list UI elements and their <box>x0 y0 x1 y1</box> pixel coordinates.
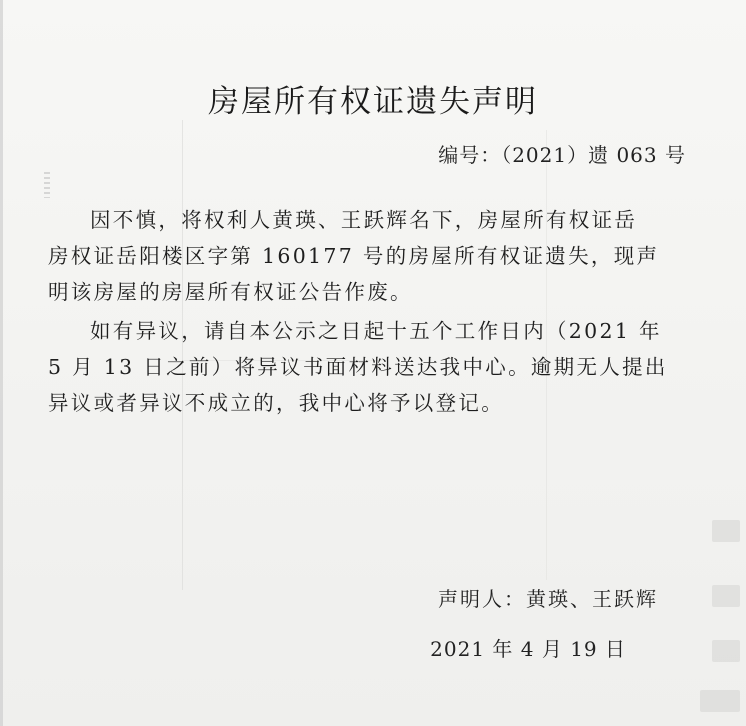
paragraph-line: 如有异议，请自本公示之日起十五个工作日内（2021 年 <box>90 319 662 343</box>
document-title: 房屋所有权证遗失声明 <box>208 84 538 120</box>
bleed-through-marks <box>712 520 740 542</box>
serial-number: 编号：（2021）遗 063 号 <box>438 143 686 167</box>
objection-paragraph <box>48 313 688 421</box>
declarant-signature: 声明人：黄瑛、王跃辉 <box>438 587 658 611</box>
paragraph-line: 明该房屋的房屋所有权证公告作废。 <box>48 280 413 304</box>
bleed-through-marks <box>44 172 50 198</box>
paragraph-line: 异议或者异议不成立的，我中心将予以登记。 <box>48 391 504 415</box>
bleed-through-marks <box>700 690 740 712</box>
paragraph-line: 因不慎，将权利人黄瑛、王跃辉名下，房屋所有权证岳 <box>90 208 638 232</box>
bleed-through-marks <box>712 640 740 662</box>
statement-paragraph <box>48 202 688 310</box>
paragraph-line: 房权证岳阳楼区字第 160177 号的房屋所有权证遗失，现声 <box>48 244 660 268</box>
paragraph-line: 5 月 13 日之前）将异议书面材料送达我中心。逾期无人提出 <box>48 355 668 379</box>
bleed-through-marks <box>712 585 740 607</box>
declaration-date: 2021 年 4 月 19 日 <box>430 637 626 661</box>
